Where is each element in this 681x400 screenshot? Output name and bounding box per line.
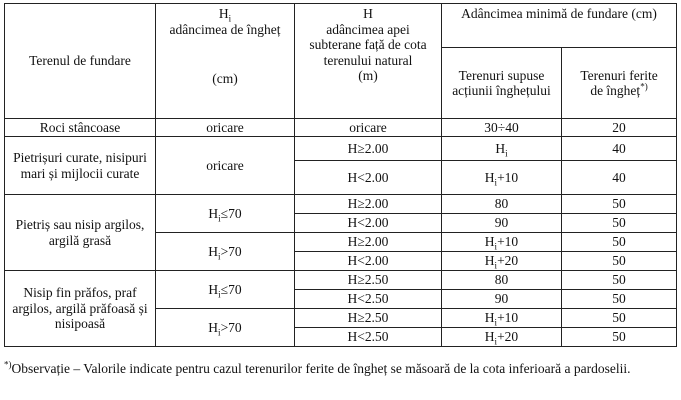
- cell-b-pietrisuri-2: 40: [562, 161, 677, 195]
- cell-b-pietrisuri-1: 40: [562, 137, 677, 161]
- header-group-label: Adâncimea minimă de fundare (cm): [461, 6, 657, 21]
- header-hi-unit: (cm): [212, 71, 238, 86]
- cell-a-nisip-2: 90: [442, 290, 562, 309]
- cell-a-pietris-4-suffix: +20: [497, 253, 519, 269]
- cell-teren-pietrisuri: Pietrișuri curate, nisipuri mari și mijlocii curate: [5, 137, 156, 195]
- header-sub2-label: Terenuri ferite de îngheț: [580, 67, 658, 98]
- cell-teren-nisip: Nisip fin prăfos, praf argilos, argilă prăfoasă și nisipoasă: [5, 271, 156, 347]
- cell-a-pietris-3: [442, 233, 562, 252]
- cell-h-pietris-1: H≥2.00: [295, 195, 442, 214]
- cell-hi-pietris-1-suffix: ≤70: [220, 205, 242, 221]
- header-sub1-label: Terenuri supuse acțiunii înghețului: [452, 67, 551, 98]
- cell-a-pietris-3-suffix: +10: [497, 234, 519, 250]
- cell-teren-roci: Roci stâncoase: [5, 119, 156, 137]
- header-sub2-mark: *): [640, 81, 648, 92]
- header-terenul-label: Terenul de fundare: [29, 53, 131, 69]
- header-sub2: [562, 48, 677, 119]
- cell-h-nisip-4: H<2.50: [295, 328, 442, 347]
- cell-b-nisip-4: 50: [562, 328, 677, 347]
- cell-hi-nisip-1-sub: i: [218, 289, 221, 300]
- cell-a-nisip-4: [442, 328, 562, 347]
- cell-a-pietris-4: [442, 252, 562, 271]
- cell-hi-pietris-1-sym: H: [208, 205, 219, 221]
- cell-h-pietris-3: H≥2.00: [295, 233, 442, 252]
- cell-hi-nisip-2-sub: i: [218, 327, 221, 338]
- cell-hi-nisip-1: [156, 271, 295, 309]
- cell-b-nisip-3: 50: [562, 309, 677, 328]
- cell-b-pietris-3: 50: [562, 233, 677, 252]
- cell-hi-nisip-2-suffix: >70: [220, 319, 242, 335]
- cell-a-nisip-3-sub: i: [494, 317, 498, 328]
- cell-h-pietris-2: H<2.00: [295, 214, 442, 233]
- cell-teren-pietris: Pietriș sau nisip argilos, argilă grasă: [5, 195, 156, 271]
- header-hi-symbol: H: [218, 6, 229, 21]
- cell-b-nisip-1: 50: [562, 271, 677, 290]
- cell-a-nisip-3: [442, 309, 562, 328]
- cell-a-pietris-4-sym: H: [484, 253, 495, 269]
- cell-a-pietris-4-sub: i: [494, 260, 498, 271]
- cell-a-pietrisuri-1-sym: H: [495, 140, 506, 156]
- cell-b-roci: 20: [562, 119, 677, 137]
- cell-hi-pietris-2: [156, 233, 295, 271]
- cell-a-nisip-4-sym: H: [484, 329, 495, 345]
- cell-a-nisip-3-sym: H: [484, 310, 495, 326]
- cell-hi-pietris-2-sub: i: [218, 251, 221, 262]
- cell-a-pietris-2: 90: [442, 214, 562, 233]
- cell-a-pietrisuri-2-suffix: +10: [497, 169, 519, 185]
- cell-hi-pietris-2-suffix: >70: [220, 243, 242, 259]
- header-hi-sub: i: [228, 13, 232, 24]
- cell-h-pietris-4: H<2.00: [295, 252, 442, 271]
- header-h: [295, 4, 442, 119]
- header-hi-text: adâncimea de îngheț: [169, 21, 281, 37]
- cell-a-pietrisuri-1-sub: i: [505, 148, 508, 159]
- cell-a-pietrisuri-1: [442, 137, 562, 161]
- cell-a-nisip-4-sub: i: [494, 336, 498, 347]
- cell-h-pietrisuri-2: H<2.00: [295, 161, 442, 195]
- cell-b-pietris-4: 50: [562, 252, 677, 271]
- footnote-mark: *): [4, 359, 12, 370]
- cell-hi-nisip-2: [156, 309, 295, 347]
- foundation-depth-table: [4, 3, 677, 347]
- header-group: [442, 4, 677, 48]
- cell-a-pietris-1: 80: [442, 195, 562, 214]
- cell-a-nisip-1: 80: [442, 271, 562, 290]
- cell-hi-nisip-1-sym: H: [208, 281, 219, 297]
- cell-a-pietrisuri-2-sub: i: [494, 177, 498, 188]
- cell-hi-pietrisuri: oricare: [156, 137, 295, 195]
- cell-a-pietrisuri-2: [442, 161, 562, 195]
- header-h-text: adâncimea apei subterane față de cota terenului natural: [309, 21, 427, 68]
- cell-hi-nisip-2-sym: H: [208, 319, 219, 335]
- cell-hi-nisip-1-suffix: ≤70: [220, 281, 242, 297]
- cell-hi-roci: oricare: [156, 119, 295, 137]
- cell-b-pietris-2: 50: [562, 214, 677, 233]
- header-terenul: [5, 4, 156, 119]
- cell-h-nisip-2: H<2.50: [295, 290, 442, 309]
- cell-a-nisip-3-suffix: +10: [497, 310, 519, 326]
- cell-h-nisip-1: H≥2.50: [295, 271, 442, 290]
- cell-hi-pietris-1-sub: i: [218, 213, 221, 224]
- cell-b-nisip-2: 50: [562, 290, 677, 309]
- cell-h-pietrisuri-1: H≥2.00: [295, 137, 442, 161]
- header-hi: [156, 4, 295, 119]
- cell-h-nisip-3: H≥2.50: [295, 309, 442, 328]
- header-sub1: [442, 48, 562, 119]
- cell-hi-pietris-1: [156, 195, 295, 233]
- footnote: [4, 361, 676, 377]
- header-h-unit: (m): [358, 68, 378, 83]
- header-h-symbol: H: [363, 6, 373, 21]
- footnote-text: Observație – Valorile indicate pentru cazul terenurilor ferite de îngheț se măsoară de la cota inferioară a pardoselii.: [11, 361, 631, 376]
- cell-h-roci: oricare: [295, 119, 442, 137]
- cell-a-pietrisuri-2-sym: H: [484, 169, 495, 185]
- cell-a-roci: 30÷40: [442, 119, 562, 137]
- cell-a-pietris-3-sub: i: [494, 241, 498, 252]
- cell-a-nisip-4-suffix: +20: [497, 329, 519, 345]
- cell-a-pietris-3-sym: H: [484, 234, 495, 250]
- cell-b-pietris-1: 50: [562, 195, 677, 214]
- cell-hi-pietris-2-sym: H: [208, 243, 219, 259]
